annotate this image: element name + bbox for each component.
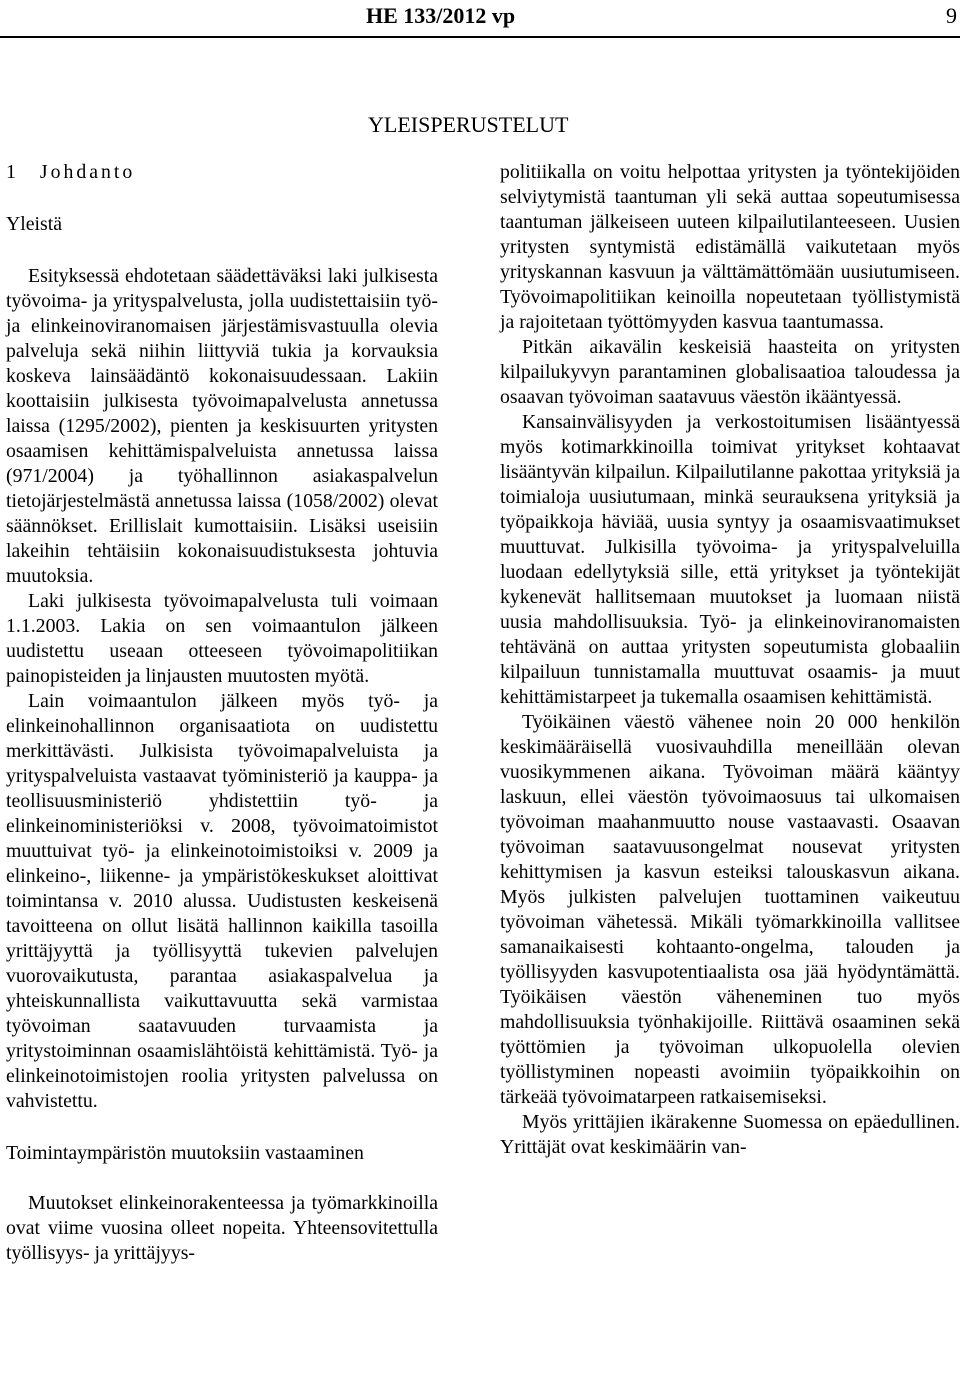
page-number: 9 <box>946 3 957 28</box>
right-column <box>500 160 960 1160</box>
chapter-title: Johdanto <box>39 161 136 183</box>
paragraph: Laki julkisesta työvoimapalvelusta tuli voimaan 1.1.2003. Lakia on sen voimaantulon jälkeen uudistettu useaan otteeseen työvoimapolitiikan painopisteiden ja linjausten muutosten myötä. <box>6 590 438 687</box>
header-rule <box>0 36 960 38</box>
subheading-environment: Toimintaympäristön muutoksiin vastaaminen <box>6 1142 364 1164</box>
chapter-heading <box>6 160 438 185</box>
paragraph: Esityksessä ehdotetaan säädettäväksi laki julkisesta työvoima- ja yrityspalvelusta, jolla uudistettaisiin työ- ja elinkeinoviranomaisen järjestämisvastuulla olevia palveluja sekä niihin liittyviä tukia ja korvauksia koskeva lainsäädäntö kokonaisuudessaan. Lakiin koottaisiin julkisesta työvoimapalvelusta annetussa laissa (1295/2002), pienten ja keskisuurten yritysten osaamisen kehittämispalveluista annetussa laissa (971/2004) ja työhallinnon asiakaspalvelun tietojärjestelmästä annetussa laissa (1058/2002) olevat säännökset. Erillislait kumottaisiin. Lisäksi useisiin lakeihin tehtäisiin kokonaisuudistuksesta johtuvia muutoksia. <box>6 265 438 587</box>
paragraph: Myös yrittäjien ikärakenne Suomessa on epäedullinen. Yrittäjät ovat keskimäärin van- <box>500 1111 960 1158</box>
left-column <box>6 160 438 1266</box>
document-id: HE 133/2012 vp <box>366 3 516 28</box>
paragraph: Pitkän aikavälin keskeisiä haasteita on yritysten kilpailukyvyn parantaminen globalisaatioa taloudessa ja osaavan työvoiman saatavuus väestön ikääntyessä. <box>500 336 960 408</box>
section-title: YLEISPERUSTELUT <box>368 112 569 137</box>
paragraph: Työikäinen väestö vähenee noin 20 000 henkilön keskimääräisellä vuosivauhdilla meneillään olevan vuosikymmenen aikana. Työvoiman määrä kääntyy laskuun, ellei väestön työvoimaosuus tai ulkomaisen työvoiman maahanmuutto nouse vastaavasti. Osaavan työvoiman saatavuusongelmat nousevat yritysten kehittymisen ja kasvun esteiksi talouskasvun aikana. Myös julkisten palvelujen tuottaminen vaikeutuu työvoiman vähetessä. Mikäli työmarkkinoilla vallitsee samanaikaisesti kohtaanto-ongelma, talouden ja työllisyyden kasvupotentiaalista osa jää hyödyntämättä. Työikäisen väestön väheneminen tuo myös mahdollisuuksia työnhakijoille. Riittävä osaaminen sekä työttömien ja työvoiman ulkopuolella olevien työllistyminen nopeasti avoimiin työpaikkoihin on tärkeää työvoimatarpeen ratkaisemiseksi. <box>500 711 960 1108</box>
paragraph: Lain voimaantulon jälkeen myös työ- ja elinkeinohallinnon organisaatiota on uudistettu merkittävästi. Julkisista työvoimapalveluista ja yrityspalveluista vastaavat työministeriö ja kauppa- ja teollisuusministeriö yhdistettiin työ- ja elinkeinoministeriöksi v. 2008, työvoimatoimistot muuttuivat työ- ja elinkeinotoimistoiksi v. 2009 ja elinkeino-, liikenne- ja ympäristökeskukset aloittivat toimintansa v. 2010 alussa. Uudistusten keskeisenä tavoitteena on ollut lisätä hallinnon kaikilla tasoilla yrittäjyyttä ja työllisyyttä tukevien palvelujen vuorovaikutusta, parantaa asiakaspalvelua ja yhteiskunnallista vaikuttavuutta sekä varmistaa työvoiman saatavuuden turvaamista ja yritystoiminnan osaamislähtöistä kehittämistä. Työ- ja elinkeinotoimistojen roolia yritysten palvelussa on vahvistettu. <box>6 690 438 1112</box>
subheading-general: Yleistä <box>6 213 63 235</box>
paragraph: Muutokset elinkeinorakenteessa ja työmarkkinoilla ovat viime vuosina olleet nopeita. Yhteensovitettulla työllisyys- ja yrittäjyys- <box>6 1192 438 1264</box>
paragraph: Kansainvälisyyden ja verkostoitumisen lisääntyessä myös kotimarkkinoilla toimivat yritykset kohtaavat lisääntyvän kilpailun. Kilpailutilanne pakottaa yrityksiä ja toimialoja uusiutumaan, minkä seurauksena yrityksiä ja työpaikkoja häviää, uusia syntyy ja osaamisvaatimukset muuttuvat. Julkisilla työvoima- ja yrityspalveluilla luodaan edellytyksiä sille, että yritykset ja työntekijät kykenevät hallitsemaan muutokset ja luomaan niistä uusia mahdollisuuksia. Työ- ja elinkeinoviranomaisten tehtävänä on auttaa yritysten sopeutumista globaaliin kilpailuun tunnistamalla muuttuvat osaamis- ja muut kehittämistarpeet ja tukemalla osaamisen kehittämistä. <box>500 411 960 708</box>
chapter-number: 1 <box>6 161 16 183</box>
paragraph: politiikalla on voitu helpottaa yritysten ja työntekijöiden selviytymistä taantuman yli sekä auttaa sopeutumisessa taantuman jälkeiseen uuteen kilpailutilanteeseen. Uusien yritysten syntymistä edistämällä vaikutetaan myös yrityskannan kasvuun ja välttämättömään uusiutumiseen. Työvoimapolitiikan keinoilla nopeutetaan työllistymistä ja rajoitetaan työttömyyden kasvua taantumassa. <box>500 161 960 333</box>
